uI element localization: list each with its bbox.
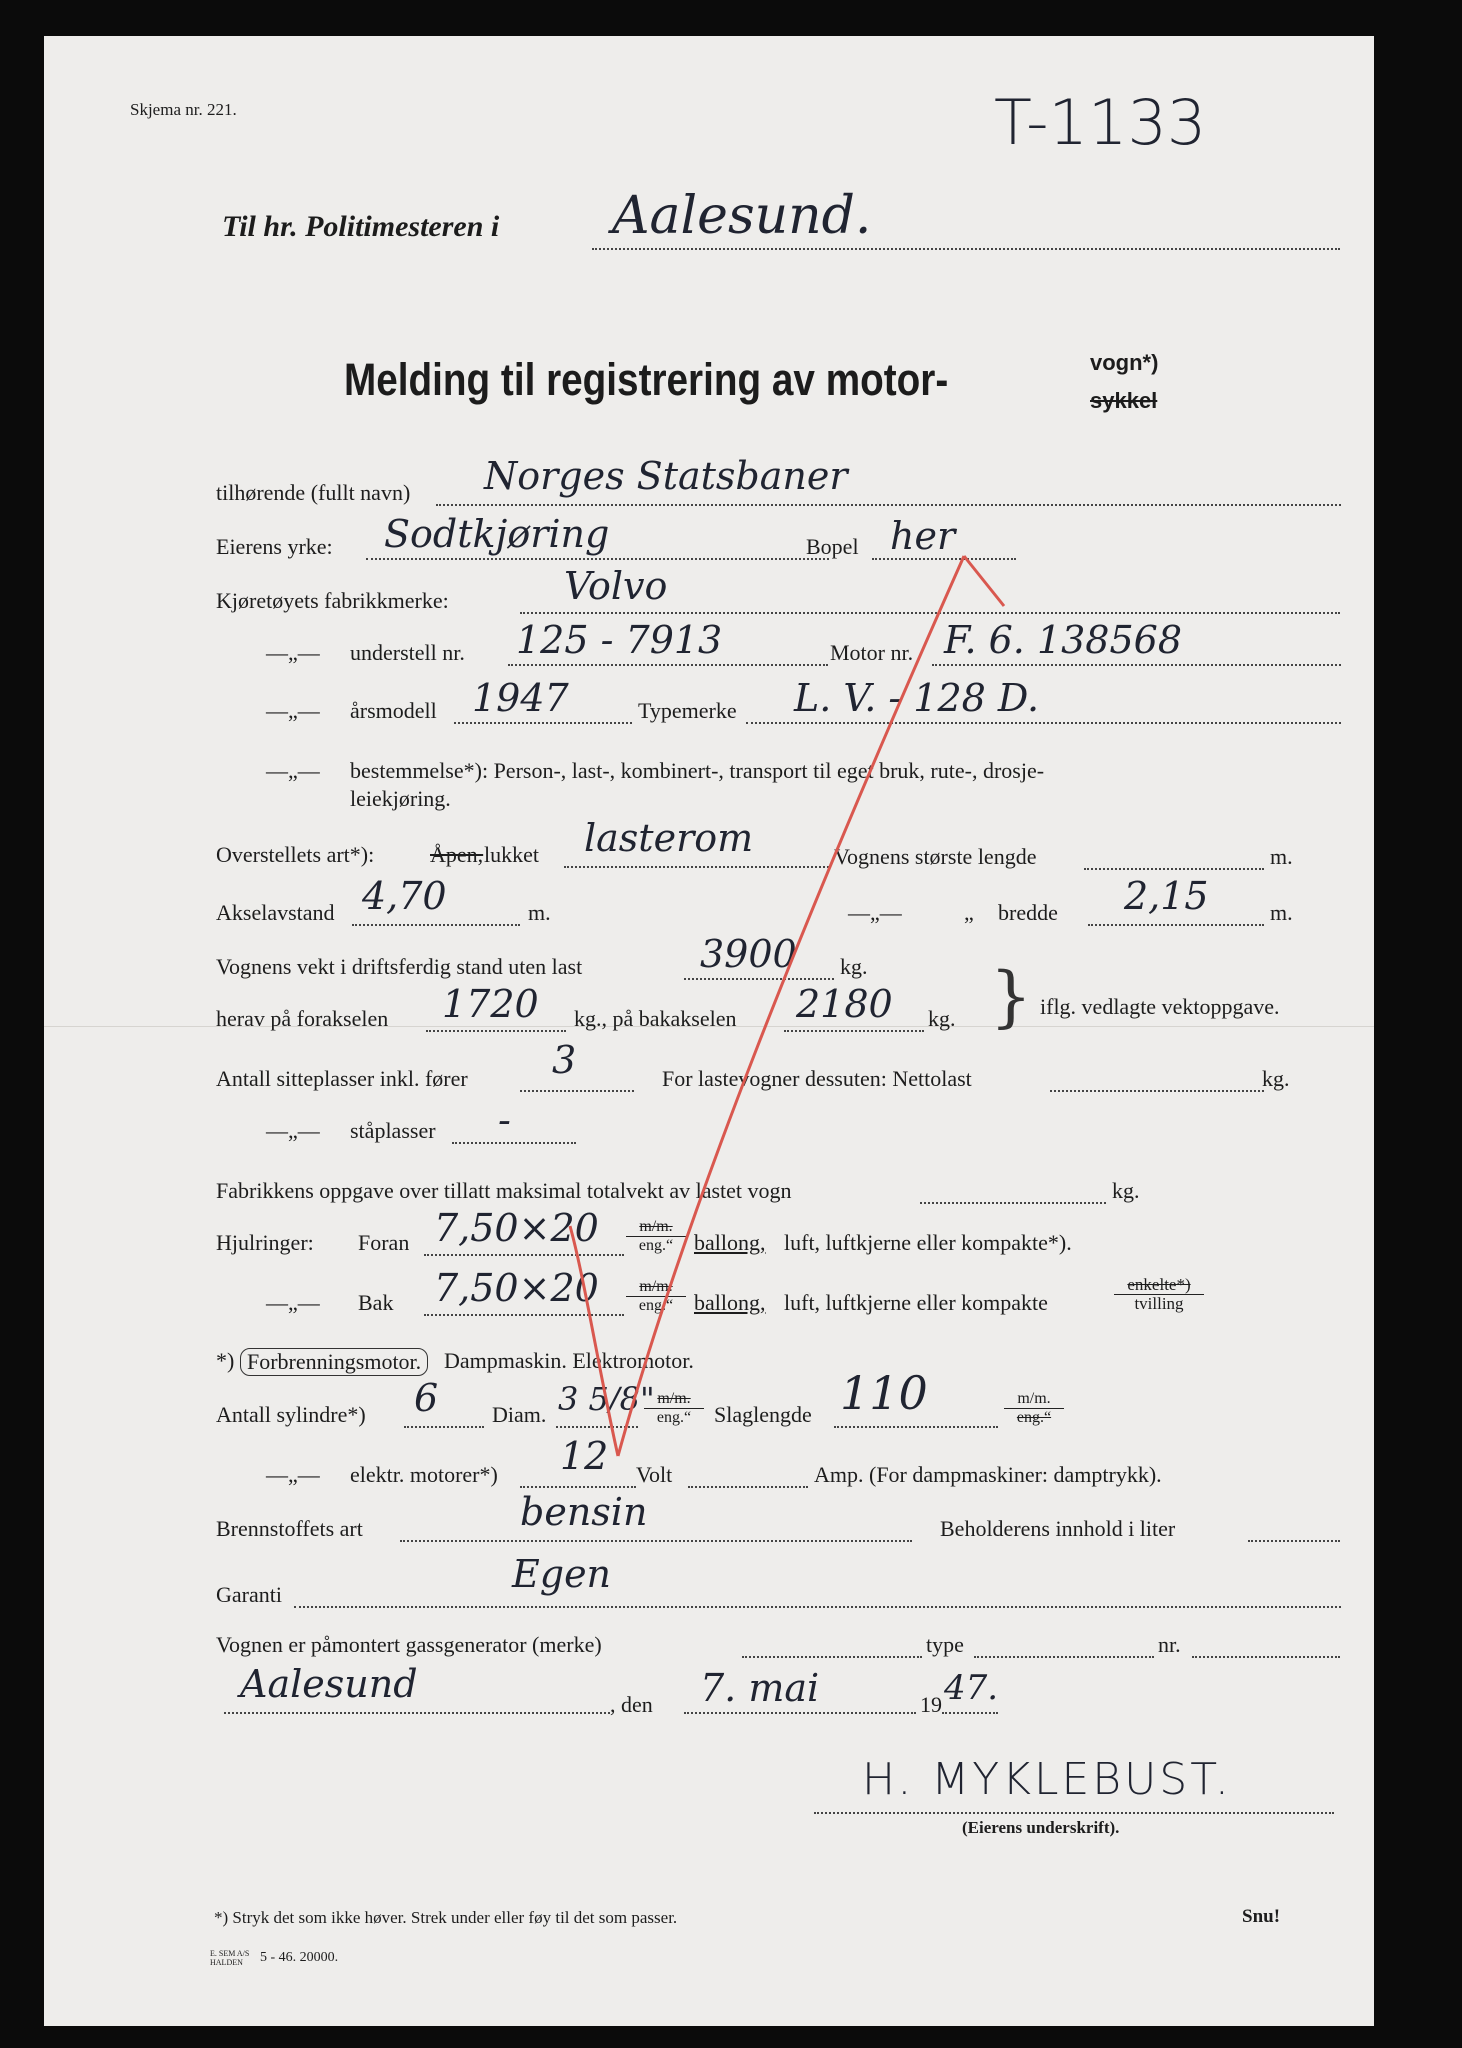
seats-label: Antall sitteplasser inkl. fører <box>216 1066 468 1091</box>
motor-label: Motor nr. <box>830 640 914 665</box>
type-mark-label: Typemerke <box>638 698 737 723</box>
date-value: 7. mai <box>700 1666 820 1710</box>
stroke-mm: m/m. <box>1004 1390 1064 1409</box>
gas-generator-label: Vognen er påmontert gassgenerator (merke) <box>216 1632 602 1657</box>
tires-rear-label: Bak <box>358 1290 394 1315</box>
model-year-label: årsmodell <box>350 698 437 723</box>
guarantee-label: Garanti <box>216 1582 282 1607</box>
cylinders-label: Antall sylindre*) <box>216 1402 366 1427</box>
tires-label: Hjulringer: <box>216 1230 314 1255</box>
year-prefix: 19 <box>920 1692 942 1717</box>
body-type-value: lasterom <box>584 816 754 860</box>
front-axle-value: 1720 <box>442 982 539 1026</box>
standing-value: - <box>498 1098 511 1142</box>
width-quote: „ <box>964 900 974 925</box>
model-year-value: 1947 <box>472 676 569 720</box>
owner-name-label: tilhørende (fullt navn) <box>216 480 411 505</box>
diam-label: Diam. <box>492 1402 547 1427</box>
weight-note: iflg. vedlagte vektoppgave. <box>1040 994 1280 1019</box>
max-length-label: Vognens største lengde <box>834 844 1037 869</box>
check-mark-icon <box>44 36 1374 2026</box>
form-title: Melding til registrering av motor- <box>344 354 949 405</box>
wheelbase-label: Akselavstand <box>216 900 335 925</box>
occupation-value: Sodtkjøring <box>384 512 610 556</box>
model-ditto: —„— <box>266 698 320 723</box>
weight-unit: kg. <box>840 954 868 979</box>
body-closed-option: lukket <box>484 842 539 867</box>
year-value: 47. <box>944 1668 999 1708</box>
net-load-unit: kg. <box>1262 1066 1290 1091</box>
stroke-eng: eng.“ <box>1016 1409 1052 1426</box>
tires-rear-value: 7,50×20 <box>434 1266 599 1310</box>
front-axle-label: herav på forakselen <box>216 1006 389 1031</box>
weight-label: Vognens vekt i driftsferdig stand uten last <box>216 954 583 979</box>
chassis-ditto: —„— <box>266 640 320 665</box>
gas-nr-label: nr. <box>1158 1632 1181 1657</box>
printer-city: HALDEN <box>210 1958 243 1967</box>
weight-value: 3900 <box>700 932 797 976</box>
purpose-label-2: leiekjøring. <box>350 786 451 811</box>
rear-axle-value: 2180 <box>796 982 893 1026</box>
tires-front-label: Foran <box>358 1230 410 1255</box>
max-length-unit: m. <box>1270 844 1293 869</box>
gas-type-label: type <box>926 1632 964 1657</box>
standing-ditto: —„— <box>266 1118 320 1143</box>
occupation-label: Eierens yrke: <box>216 534 333 559</box>
width-value: 2,15 <box>1124 874 1209 918</box>
addressee-label: Til hr. Politimesteren i <box>222 210 500 243</box>
residence-value: her <box>890 514 956 558</box>
body-type-label: Overstellets art*): <box>216 842 375 867</box>
owner-name-value: Norges Statsbaner <box>484 454 848 498</box>
tires-front-eng: eng.“ <box>638 1237 674 1254</box>
make-value: Volvo <box>564 564 668 608</box>
engine-combustion-option: Forbrenningsmotor. <box>240 1348 428 1376</box>
title-sykkel: sykkel <box>1090 388 1158 413</box>
make-label: Kjøretøyets fabrikkmerke: <box>216 588 449 613</box>
residence-label: Bopel <box>806 534 859 559</box>
form-page <box>44 36 1374 2026</box>
schema-number: Skjema nr. 221. <box>130 100 237 119</box>
body-open-option: Åpen, <box>430 842 484 867</box>
diam-eng: eng.“ <box>656 1409 692 1426</box>
tires-rear-mm: m/m. <box>626 1278 686 1297</box>
dual-option: tvilling <box>1134 1294 1184 1313</box>
print-run: 5 - 46. 20000. <box>260 1950 339 1965</box>
purpose-label: bestemmelse*): Person-, last-, kombinert-, transport til eget bruk, rute-, drosje- <box>350 758 1045 783</box>
tires-front-value: 7,50×20 <box>434 1206 599 1250</box>
reference-number: T-1133 <box>994 86 1207 159</box>
wheelbase-value: 4,70 <box>362 874 447 918</box>
printer-name: E. SEM A/S <box>210 1949 250 1958</box>
weight-brace: } <box>990 958 1032 1035</box>
signature-caption: (Eierens underskrift). <box>962 1818 1120 1837</box>
title-vogn: vogn*) <box>1090 350 1159 375</box>
chassis-label: understell nr. <box>350 640 465 665</box>
cylinders-value: 6 <box>414 1376 439 1420</box>
owner-signature: H. MYKLEBUST. <box>862 1754 1232 1805</box>
width-ditto: —„— <box>848 900 902 925</box>
tires-rear-balloon: ballong, <box>694 1290 766 1315</box>
diam-mm: m/m. <box>644 1390 704 1409</box>
footnote: *) Stryk det som ikke høver. Strek under eller føy til det som passer. <box>214 1908 678 1927</box>
tires-rear-type: luft, luftkjerne eller kompakte <box>784 1290 1048 1315</box>
width-unit: m. <box>1270 900 1293 925</box>
diam-value: 3 5/8" <box>558 1380 655 1418</box>
tires-front-mm: m/m. <box>626 1218 686 1237</box>
standing-label: ståplasser <box>350 1118 436 1143</box>
type-mark-value: L. V. - 128 D. <box>794 676 1040 720</box>
engine-footnote-star: *) <box>216 1348 235 1373</box>
addressee-city: Aalesund. <box>612 186 872 246</box>
guarantee-value: Egen <box>512 1552 612 1596</box>
turn-over-label: Snu! <box>1242 1906 1281 1927</box>
electric-label: elektr. motorer*) <box>350 1462 498 1487</box>
tires-front-balloon: ballong, <box>694 1230 766 1255</box>
chassis-value: 125 - 7913 <box>516 618 723 662</box>
max-total-label: Fabrikkens oppgave over tillatt maksimal totalvekt av lastet vogn <box>216 1178 792 1203</box>
tires-rear-eng: eng.“ <box>638 1297 674 1314</box>
fuel-value: bensin <box>520 1490 648 1534</box>
max-total-unit: kg. <box>1112 1178 1140 1203</box>
motor-value: F. 6. 138568 <box>944 618 1183 662</box>
wheelbase-unit: m. <box>528 900 551 925</box>
electric-ditto: —„— <box>266 1462 320 1487</box>
date-den-label: , den <box>610 1692 653 1717</box>
rear-axle-label: kg., på bakakselen <box>574 1006 737 1031</box>
volt-value: 12 <box>560 1434 609 1478</box>
engine-other-options: Dampmaskin. Elektromotor. <box>444 1348 694 1373</box>
single-option: enkelte*) <box>1114 1276 1204 1295</box>
width-label: bredde <box>998 900 1058 925</box>
place-value: Aalesund <box>240 1662 418 1706</box>
fuel-label: Brennstoffets art <box>216 1516 363 1541</box>
tires-rear-ditto: —„— <box>266 1290 320 1315</box>
purpose-ditto: —„— <box>266 758 320 783</box>
tank-label: Beholderens innhold i liter <box>940 1516 1176 1541</box>
volt-label: Volt <box>636 1462 673 1487</box>
stroke-value: 110 <box>840 1366 928 1420</box>
seats-value: 3 <box>552 1038 577 1082</box>
rear-axle-unit: kg. <box>928 1006 956 1031</box>
amp-label: Amp. (For dampmaskiner: damptrykk). <box>814 1462 1162 1487</box>
cargo-label: For lastevogner dessuten: Nettolast <box>662 1066 972 1091</box>
stroke-label: Slaglengde <box>714 1402 812 1427</box>
tires-front-type: luft, luftkjerne eller kompakte*). <box>784 1230 1072 1255</box>
